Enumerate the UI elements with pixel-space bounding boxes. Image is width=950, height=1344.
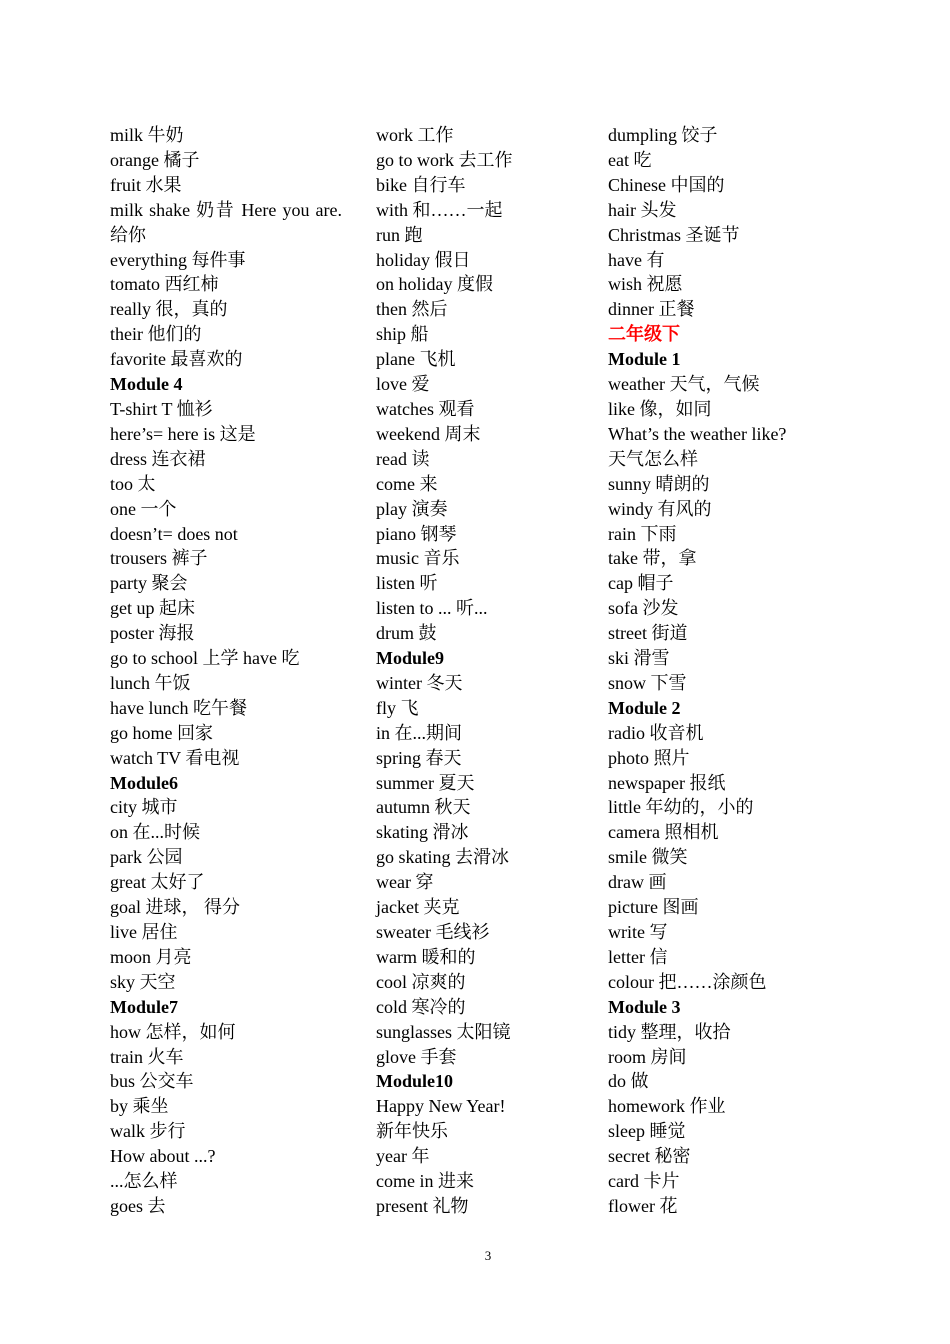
- vocab-entry: come 来: [376, 473, 438, 494]
- vocab-entry: orange 橘子: [110, 149, 200, 170]
- vocab-entry: dinner 正餐: [608, 299, 695, 320]
- vocab-entry: spring 春天: [376, 747, 462, 768]
- section-heading: 二年级下: [608, 324, 680, 345]
- vocab-entry: live 居住: [110, 922, 178, 942]
- vocab-entry: photo 照片: [608, 747, 690, 768]
- vocab-entry: fly 飞: [376, 697, 419, 718]
- vocab-entry: bike 自行车: [376, 174, 466, 195]
- vocab-entry: have 有: [608, 249, 665, 270]
- vocab-entry: colour 把……涂颜色: [608, 971, 767, 992]
- vocab-entry: sunny 晴朗的: [608, 473, 710, 494]
- vocab-entry: watch TV 看电视: [110, 747, 240, 768]
- vocab-entry: listen to ... 听...: [376, 598, 488, 619]
- vocab-entry: weather 天气，气候: [608, 374, 760, 395]
- vocab-entry: How about ...?: [110, 1146, 216, 1167]
- vocab-entry: train 火车: [110, 1046, 184, 1067]
- vocab-entry: take 带，拿: [608, 548, 697, 569]
- vocab-entry: by 乘坐: [110, 1096, 169, 1117]
- vocab-entry: drum 鼓: [376, 623, 437, 644]
- vocab-entry: milk shake 奶昔 Here you are. 给你: [110, 199, 342, 245]
- vocab-entry: year 年: [376, 1146, 430, 1167]
- vocab-entry: read 读: [376, 448, 430, 469]
- vocab-entry: glove 手套: [376, 1046, 457, 1067]
- vocab-entry: eat 吃: [608, 149, 652, 170]
- section-heading: Module9: [376, 648, 445, 669]
- vocab-entry: little 年幼的，小的: [608, 797, 754, 818]
- vocab-entry: flower 花: [608, 1195, 678, 1216]
- vocab-entry: cap 帽子: [608, 573, 674, 594]
- vocab-entry: have lunch 吃午餐: [110, 697, 247, 718]
- vocab-entry: sky 天空: [110, 971, 176, 992]
- vocab-entry: like 像，如同: [608, 398, 712, 419]
- vocab-entry: really 很，真的: [110, 299, 228, 320]
- vocab-entry: poster 海报: [110, 623, 195, 644]
- vocab-entry: go to school 上学 have 吃: [110, 648, 300, 669]
- vocab-entry: 新年快乐: [376, 1121, 448, 1142]
- vocab-entry: listen 听: [376, 573, 438, 594]
- vocab-entry: street 街道: [608, 623, 688, 644]
- section-heading: Module10: [376, 1071, 454, 1092]
- vocab-entry: sofa 沙发: [608, 598, 679, 619]
- vocab-entry: everything 每件事: [110, 249, 246, 270]
- vocab-entry: music 音乐: [376, 548, 460, 569]
- vocab-entry: winter 冬天: [376, 672, 463, 693]
- vocab-entry: T-shirt T 恤衫: [110, 398, 213, 419]
- vocab-entry: Happy New Year!: [376, 1096, 506, 1117]
- vocab-entry: one 一个: [110, 498, 177, 519]
- vocab-column-1: [110, 123, 342, 1219]
- vocab-entry: goes 去: [110, 1195, 166, 1216]
- vocab-entry: warm 暖和的: [376, 946, 476, 967]
- vocab-entry: sunglasses 太阳镜: [376, 1021, 511, 1042]
- vocab-entry: tidy 整理，收拾: [608, 1021, 731, 1042]
- vocab-entry: draw 画: [608, 872, 667, 893]
- vocab-entry: cool 凉爽的: [376, 971, 466, 992]
- vocab-entry: piano 钢琴: [376, 523, 457, 544]
- vocab-entry: secret 秘密: [608, 1146, 691, 1167]
- vocab-entry: sweater 毛线衫: [376, 922, 490, 942]
- vocab-entry: autumn 秋天: [376, 797, 471, 818]
- vocab-entry: go home 回家: [110, 722, 213, 743]
- vocab-entry: get up 起床: [110, 598, 195, 619]
- vocab-entry: favorite 最喜欢的: [110, 349, 243, 370]
- vocab-entry: room 房间: [608, 1046, 687, 1067]
- vocab-entry: homework 作业: [608, 1096, 726, 1117]
- vocab-entry: too 太: [110, 473, 156, 494]
- vocab-entry: park 公园: [110, 847, 183, 868]
- vocab-entry: holiday 假日: [376, 249, 471, 270]
- vocab-entry: goal 进球， 得分: [110, 897, 240, 918]
- vocab-entry: fruit 水果: [110, 174, 182, 195]
- vocab-entry: jacket 夹克: [376, 897, 460, 918]
- vocab-entry: summer 夏天: [376, 772, 475, 793]
- section-heading: Module 1: [608, 349, 681, 370]
- vocab-entry: go to work 去工作: [376, 149, 513, 170]
- vocab-entry: card 卡片: [608, 1171, 680, 1192]
- vocab-entry: dress 连衣裙: [110, 448, 206, 469]
- vocab-entry: write 写: [608, 922, 668, 942]
- vocab-entry: dumpling 饺子: [608, 125, 718, 145]
- vocab-entry: Chinese 中国的: [608, 174, 725, 195]
- vocab-entry: plane 飞机: [376, 349, 456, 370]
- vocab-entry: present 礼物: [376, 1195, 469, 1216]
- page-number: 3: [484, 1248, 492, 1263]
- vocab-entry: windy 有风的: [608, 498, 712, 519]
- section-heading: Module 2: [608, 697, 681, 718]
- vocab-entry: walk 步行: [110, 1121, 186, 1142]
- vocab-entry: milk 牛奶: [110, 125, 184, 145]
- vocab-entry: skating 滑冰: [376, 822, 469, 843]
- vocab-entry: cold 寒冷的: [376, 996, 466, 1017]
- vocab-entry: camera 照相机: [608, 822, 719, 843]
- vocab-entry: picture 图画: [608, 897, 699, 918]
- vocab-entry: snow 下雪: [608, 672, 687, 693]
- vocab-entry: do 做: [608, 1071, 649, 1092]
- vocab-column-2: [376, 123, 596, 1219]
- vocab-entry: with 和……一起: [376, 199, 503, 220]
- vocab-entry: play 演奏: [376, 498, 448, 519]
- vocab-entry: here’s= here is 这是: [110, 423, 256, 444]
- vocab-entry: party 聚会: [110, 573, 188, 594]
- vocab-entry: in 在...期间: [376, 722, 463, 743]
- vocab-entry: letter 信: [608, 946, 668, 967]
- vocab-entry: trousers 裤子: [110, 548, 208, 569]
- section-heading: Module 3: [608, 996, 681, 1017]
- vocab-entry: newspaper 报纸: [608, 772, 726, 793]
- vocab-entry: 天气怎么样: [608, 448, 698, 469]
- vocab-entry: bus 公交车: [110, 1071, 194, 1092]
- vocab-entry: then 然后: [376, 299, 448, 320]
- vocab-entry: wish 祝愿: [608, 274, 683, 295]
- vocab-entry: on holiday 度假: [376, 274, 493, 295]
- section-heading: Module 4: [110, 374, 183, 395]
- vocab-entry: rain 下雨: [608, 523, 677, 544]
- vocab-entry: hair 头发: [608, 199, 677, 220]
- vocab-entry: how 怎样，如何: [110, 1021, 236, 1042]
- section-heading: Module7: [110, 996, 179, 1017]
- vocab-entry: their 他们的: [110, 324, 202, 345]
- vocab-entry: come in 进来: [376, 1171, 474, 1192]
- vocab-entry: tomato 西红柿: [110, 274, 219, 295]
- vocab-entry: smile 微笑: [608, 847, 688, 868]
- vocab-entry: Christmas 圣诞节: [608, 224, 740, 245]
- vocab-entry: weekend 周末: [376, 423, 481, 444]
- vocab-entry: great 太好了: [110, 872, 205, 893]
- vocab-entry: doesn’t= does not: [110, 523, 238, 544]
- vocab-entry: watches 观看: [376, 398, 475, 419]
- section-heading: Module6: [110, 772, 179, 793]
- vocab-entry: love 爱: [376, 374, 430, 395]
- vocab-entry: work 工作: [376, 125, 454, 145]
- vocab-entry: What’s the weather like?: [608, 423, 787, 444]
- vocab-column-3: [608, 123, 858, 1219]
- vocab-entry: on 在...时候: [110, 822, 200, 843]
- vocab-entry: city 城市: [110, 797, 178, 818]
- vocab-entry: radio 收音机: [608, 722, 704, 743]
- vocab-entry: ...怎么样: [110, 1171, 178, 1192]
- vocab-entry: sleep 睡觉: [608, 1121, 686, 1142]
- vocab-entry: moon 月亮: [110, 946, 192, 967]
- vocab-entry: ski 滑雪: [608, 648, 670, 669]
- vocab-entry: run 跑: [376, 224, 423, 245]
- vocab-entry: ship 船: [376, 324, 429, 345]
- vocab-entry: wear 穿: [376, 872, 434, 893]
- vocab-entry: go skating 去滑冰: [376, 847, 509, 868]
- vocab-entry: lunch 午饭: [110, 672, 191, 693]
